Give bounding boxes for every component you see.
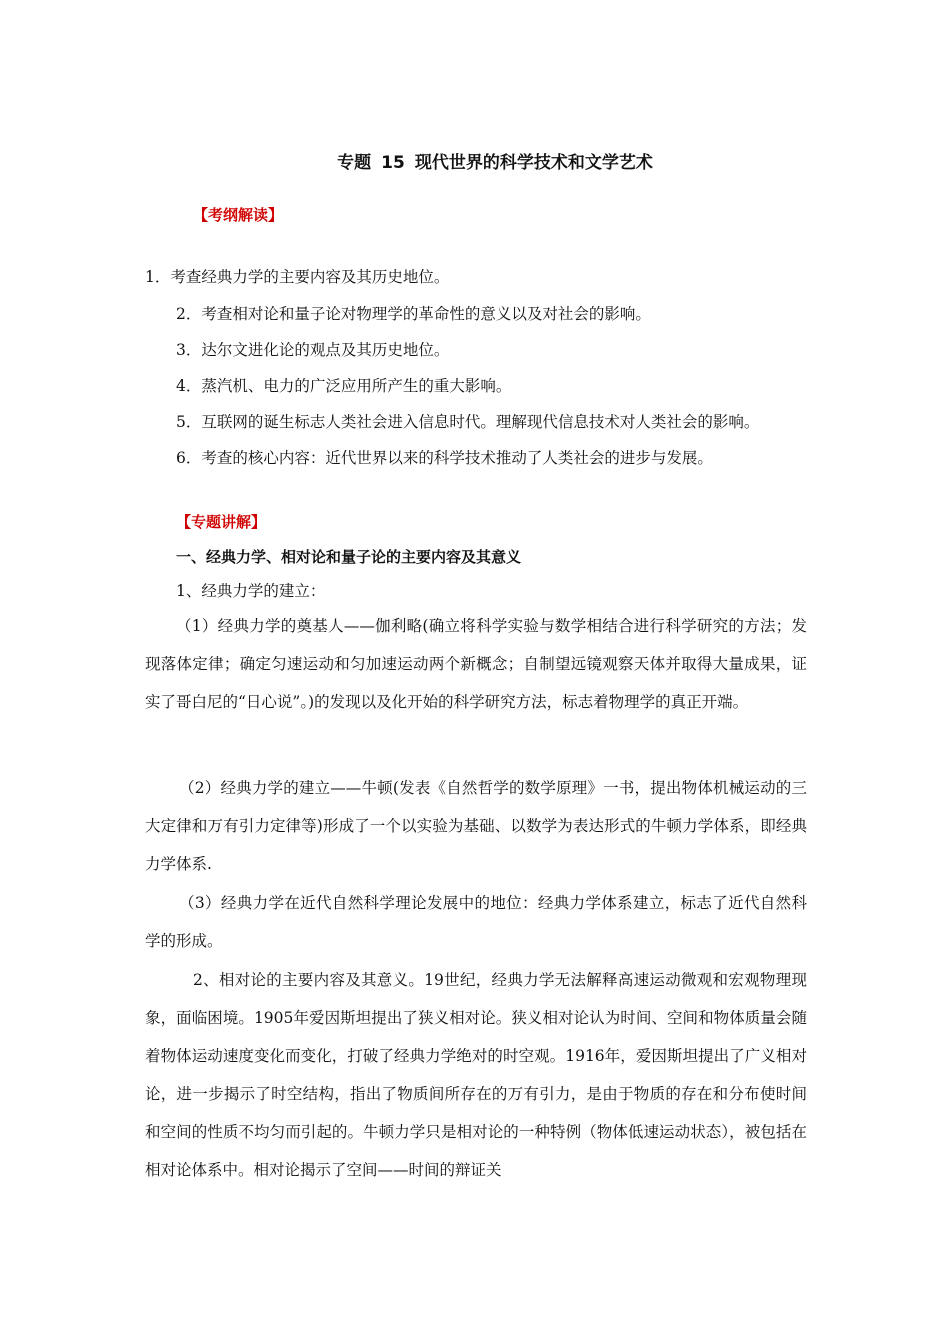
paragraph-relativity: 2、相对论的主要内容及其意义。19世纪，经典力学无法解释高速运动微观和宏观物理现象，面临困境。1905年爱因斯坦提出了狭义相对论。狭义相对论认为时间、空间和物体质量会随着物体运动速度变化而变化，打破了经典力学绝对的时空观。1916年，爱因斯坦提出了广义相对论，进一步揭示了时空结构，指出了物质间所存在的万有引力，是由于物质的存在和分布使时间和空间的性质不均匀而引起的。牛顿力学只是相对论的一种特例（物体低速运动状态），被包括在相对论体系中。相对论揭示了空间——时间的辩证关	[145, 971, 807, 1179]
syllabus-item-3: 3．达尔文进化论的观点及其历史地位。	[176, 341, 450, 359]
paragraph-status: （3）经典力学在近代自然科学理论发展中的地位：经典力学体系建立，标志了近代自然科学的形成。	[145, 894, 807, 950]
section-heading-lecture: 【专题讲解】	[176, 513, 267, 531]
paragraph-newton: （2）经典力学的建立——牛顿(发表《自然哲学的数学原理》一书，提出物体机械运动的三大定律和万有引力定律等)形成了一个以实验为基础、以数学为表达形式的牛顿力学体系，即经典力学体系.	[145, 779, 807, 873]
section-heading-syllabus: 【考纲解读】	[193, 206, 284, 224]
subheading-mechanics: 一、经典力学、相对论和量子论的主要内容及其意义	[176, 548, 522, 566]
syllabus-item-6: 6．考查的核心内容：近代世界以来的科学技术推动了人类社会的进步与发展。	[176, 449, 713, 467]
page-title	[0, 148, 950, 173]
title-text: 现代世界的科学技术和文学艺术	[414, 153, 653, 173]
paragraph-galileo: （1）经典力学的奠基人——伽利略(确立将科学实验与数学相结合进行科学研究的方法；发现落体定律；确定匀速运动和匀加速运动两个新概念；自制望远镜观察天体并取得大量成果，证实了哥白尼的“日心说”。)的发现以及化开始的科学研究方法，标志着物理学的真正开端。	[145, 617, 807, 711]
title-prefix: 专题	[337, 153, 372, 173]
syllabus-item-4: 4．蒸汽机、电力的广泛应用所产生的重大影响。	[176, 377, 512, 395]
syllabus-item-1: 1．考查经典力学的主要内容及其历史地位。	[145, 268, 450, 286]
title-number: 15	[381, 153, 405, 173]
syllabus-item-2: 2．考查相对论和量子论对物理学的革命性的意义以及对社会的影响。	[176, 305, 651, 323]
syllabus-item-5: 5．互联网的诞生标志人类社会进入信息时代。理解现代信息技术对人类社会的影响。	[176, 413, 760, 431]
point-classical-mechanics: 1、经典力学的建立：	[176, 582, 326, 600]
